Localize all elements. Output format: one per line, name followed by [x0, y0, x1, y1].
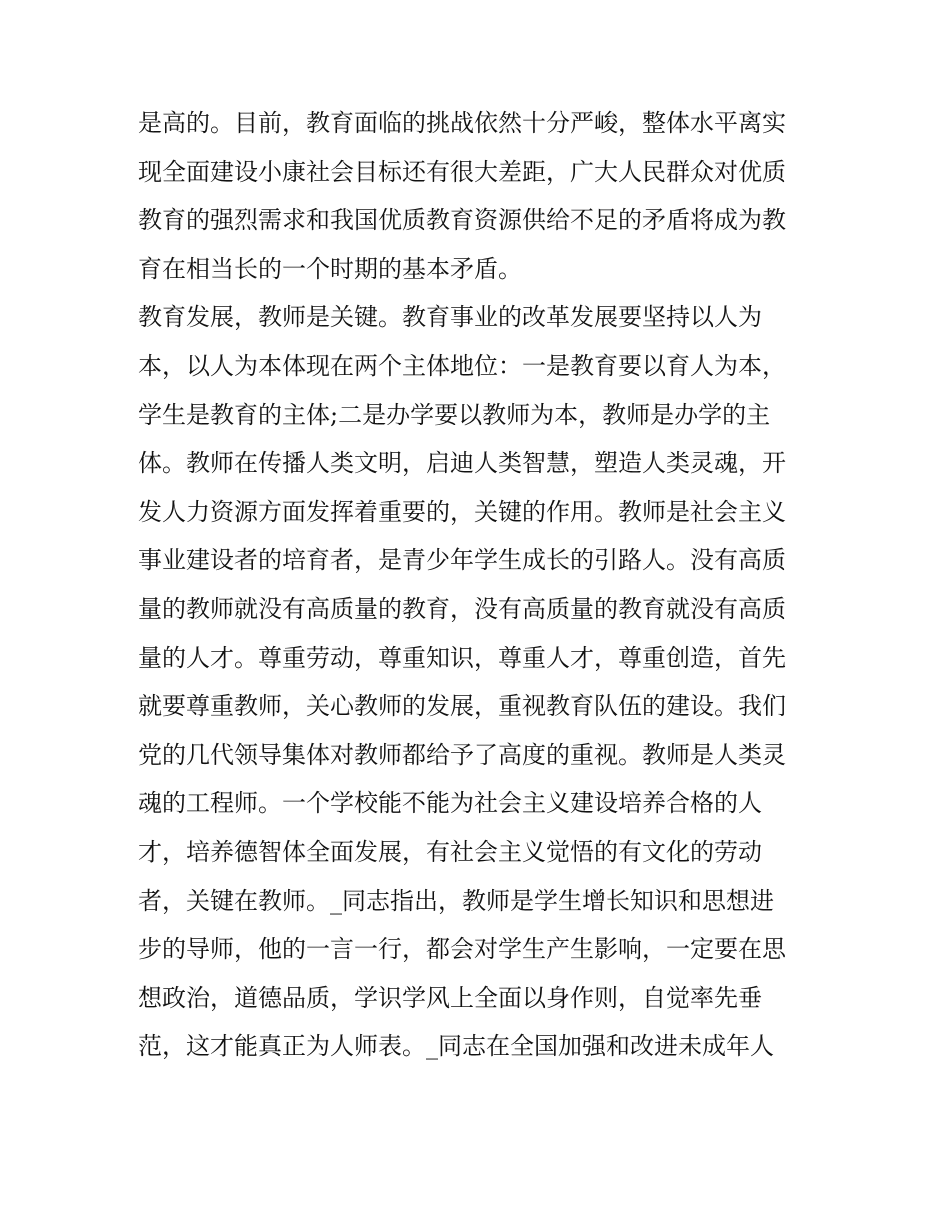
text-line: 育在相当长的一个时期的基本矛盾。 — [138, 254, 522, 283]
text-line: 量的教师就没有高质量的教育，没有高质量的教育就没有高质 — [138, 594, 786, 623]
text-line: 现全面建设小康社会目标还有很大差距，广大人民群众对优质 — [138, 157, 786, 186]
text-line: 步的导师，他的一言一行，都会对学生产生影响，一定要在思 — [138, 935, 786, 964]
text-line: 量的人才。尊重劳动，尊重知识，尊重人才，尊重创造，首先 — [138, 643, 786, 672]
text-line: 是高的。目前，教育面临的挑战依然十分严峻，整体水平离实 — [138, 109, 786, 137]
text-line: 事业建设者的培育者，是青少年学生成长的引路人。没有高质 — [138, 546, 786, 575]
text-line: 想政治，道德品质，学识学风上全面以身作则，自觉率先垂 — [138, 983, 762, 1012]
text-line: 才，培养德智体全面发展，有社会主义觉悟的有文化的劳动 — [138, 837, 762, 866]
text-line: 范，这才能真正为人师表。_同志在全国加强和改进未成年人 — [138, 1032, 774, 1061]
text-line: 就要尊重教师，关心教师的发展，重视教育队伍的建设。我们 — [138, 692, 786, 721]
text-line: 学生是教育的主体;二是办学要以教师为本，教师是办学的主 — [138, 400, 771, 429]
text-line: 者，关键在教师。_同志指出，教师是学生增长知识和思想进 — [138, 886, 774, 915]
text-line: 教育发展，教师是关键。教育事业的改革发展要坚持以人为 — [138, 303, 762, 332]
text-line: 魂的工程师。一个学校能不能为社会主义建设培养合格的人 — [138, 789, 762, 818]
text-line: 党的几代领导集体对教师都给予了高度的重视。教师是人类灵 — [138, 740, 786, 769]
text-line: 本，以人为本体现在两个主体地位：一是教育要以育人为本， — [138, 351, 786, 380]
text-line: 教育的强烈需求和我国优质教育资源供给不足的矛盾将成为教 — [138, 206, 786, 235]
text-line: 体。教师在传播人类文明，启迪人类智慧，塑造人类灵魂，开 — [138, 449, 786, 478]
text-line: 发人力资源方面发挥着重要的，关键的作用。教师是社会主义 — [138, 497, 786, 526]
body-text — [138, 99, 818, 1071]
